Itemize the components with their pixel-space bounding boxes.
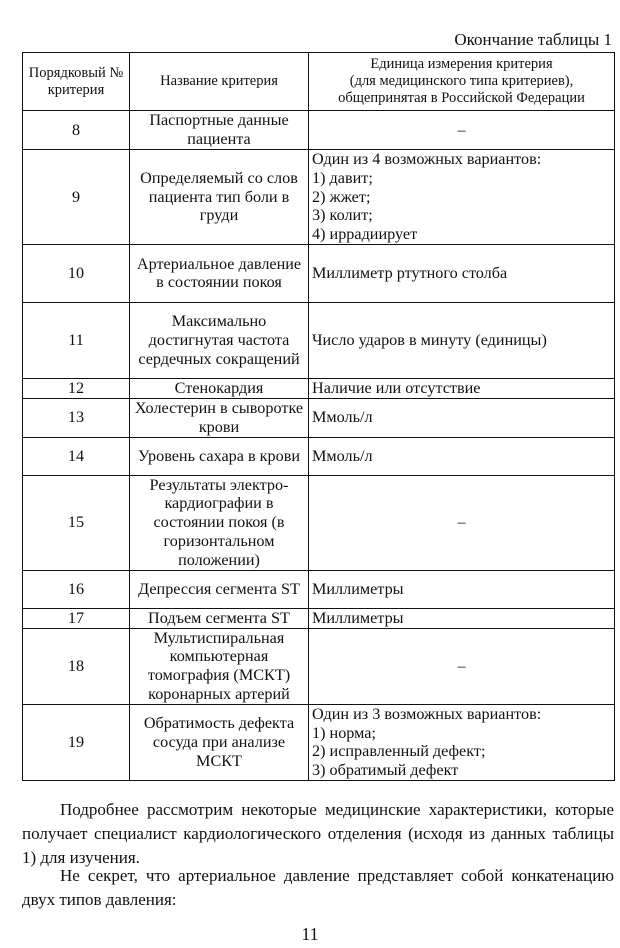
criterion-unit-line: 1) норма; [312, 723, 376, 742]
criterion-unit-line: 3) колит; [312, 206, 373, 225]
criterion-number: 9 [23, 150, 130, 245]
criterion-unit-line: 1) давит; [312, 168, 373, 187]
criterion-unit [309, 437, 615, 475]
criterion-unit [309, 150, 615, 245]
criterion-number: 8 [23, 111, 130, 150]
table-header-row [23, 53, 615, 111]
criteria-table [22, 52, 615, 781]
criterion-name: Стенокардия [130, 378, 309, 398]
criterion-unit-line: – [457, 656, 466, 675]
criterion-unit-line: Один из 4 возможных вариантов: [312, 150, 542, 168]
criterion-unit-line: 4) иррадиирует [312, 225, 418, 244]
table-row [23, 111, 615, 150]
header-unit-line: (для медицинского типа критериев), [349, 73, 574, 89]
criterion-unit-line: 2) исправленный дефект; [312, 742, 486, 761]
criterion-unit-line: 3) обратимый дефект [312, 761, 459, 780]
table-row [23, 475, 615, 570]
paragraph: Подробнее рассмотрим некоторые медицинские характеристики, которые получает специалист кардиологического отделения (исходя из данных таблицы 1) для изучения. [22, 800, 614, 867]
criterion-unit [309, 570, 615, 608]
criterion-number: 10 [23, 244, 130, 302]
criterion-unit [309, 608, 615, 628]
criterion-number: 11 [23, 302, 130, 378]
criterion-name: Результаты электро-кардиографии в состоянии покоя (в горизонтальном положении) [130, 475, 309, 570]
criterion-unit [309, 378, 615, 398]
table-row [23, 302, 615, 378]
criterion-name: Подъем сегмента ST [130, 608, 309, 628]
criterion-unit [309, 628, 615, 704]
table-row [23, 704, 615, 780]
table-row [23, 150, 615, 245]
criterion-unit-line: Миллиметр ртутного столба [312, 264, 508, 283]
criterion-name: Депрессия сегмента ST [130, 570, 309, 608]
criterion-unit-line: Ммоль/л [312, 408, 373, 427]
criterion-name: Артериальное давление в состоянии покоя [130, 244, 309, 302]
header-unit-line: общепринятая в Российской Федерации [338, 90, 585, 106]
criterion-unit [309, 475, 615, 570]
criterion-unit-line: Один из 3 возможных вариантов: [312, 704, 542, 723]
criterion-unit-line: – [457, 513, 466, 532]
criterion-unit-line: Ммоль/л [312, 446, 373, 465]
criterion-name: Холестерин в сыворотке крови [130, 398, 309, 437]
table-row [23, 244, 615, 302]
criterion-name: Обратимость дефекта сосуда при анализе МСКТ [130, 704, 309, 780]
criterion-unit [309, 398, 615, 437]
criterion-name: Уровень сахара в крови [130, 437, 309, 475]
criterion-name: Мультиспиральная компьютерная томография (МСКТ) коронарных артерий [130, 628, 309, 704]
header-name: Название критерия [130, 53, 309, 111]
criterion-unit-line: Миллиметры [312, 579, 404, 598]
criterion-number: 12 [23, 378, 130, 398]
criterion-number: 17 [23, 608, 130, 628]
criterion-unit [309, 111, 615, 150]
criterion-unit-line: Миллиметры [312, 608, 404, 627]
criterion-number: 13 [23, 398, 130, 437]
criterion-number: 16 [23, 570, 130, 608]
table-row [23, 378, 615, 398]
header-number: Порядковый № критерия [23, 53, 130, 111]
criterion-unit-line: – [457, 120, 466, 139]
criterion-number: 15 [23, 475, 130, 570]
criterion-number: 18 [23, 628, 130, 704]
criterion-unit [309, 302, 615, 378]
table-row [23, 437, 615, 475]
criterion-unit [309, 704, 615, 780]
criterion-number: 14 [23, 437, 130, 475]
header-unit-line: Единица измерения критерия [370, 56, 553, 72]
criterion-unit-line: Число ударов в минуту (единицы) [312, 331, 547, 350]
page-number: 11 [301, 924, 319, 944]
table-caption: Окончание таблицы 1 [454, 30, 612, 49]
table-row [23, 608, 615, 628]
criterion-name: Определяемый со слов пациента тип боли в груди [130, 150, 309, 245]
criterion-unit-line: 2) жжет; [312, 187, 371, 206]
table-row [23, 570, 615, 608]
criterion-name: Максимально достигнутая частота сердечных сокращений [130, 302, 309, 378]
table-row [23, 398, 615, 437]
table-row [23, 628, 615, 704]
header-unit [309, 53, 615, 111]
criterion-name: Паспортные данные пациента [130, 111, 309, 150]
paragraph: Не секрет, что артериальное давление представляет собой конкатенацию двух типов давления: [22, 866, 614, 909]
criterion-unit-line: Наличие или отсутствие [312, 379, 481, 398]
criterion-number: 19 [23, 704, 130, 780]
criterion-unit [309, 244, 615, 302]
